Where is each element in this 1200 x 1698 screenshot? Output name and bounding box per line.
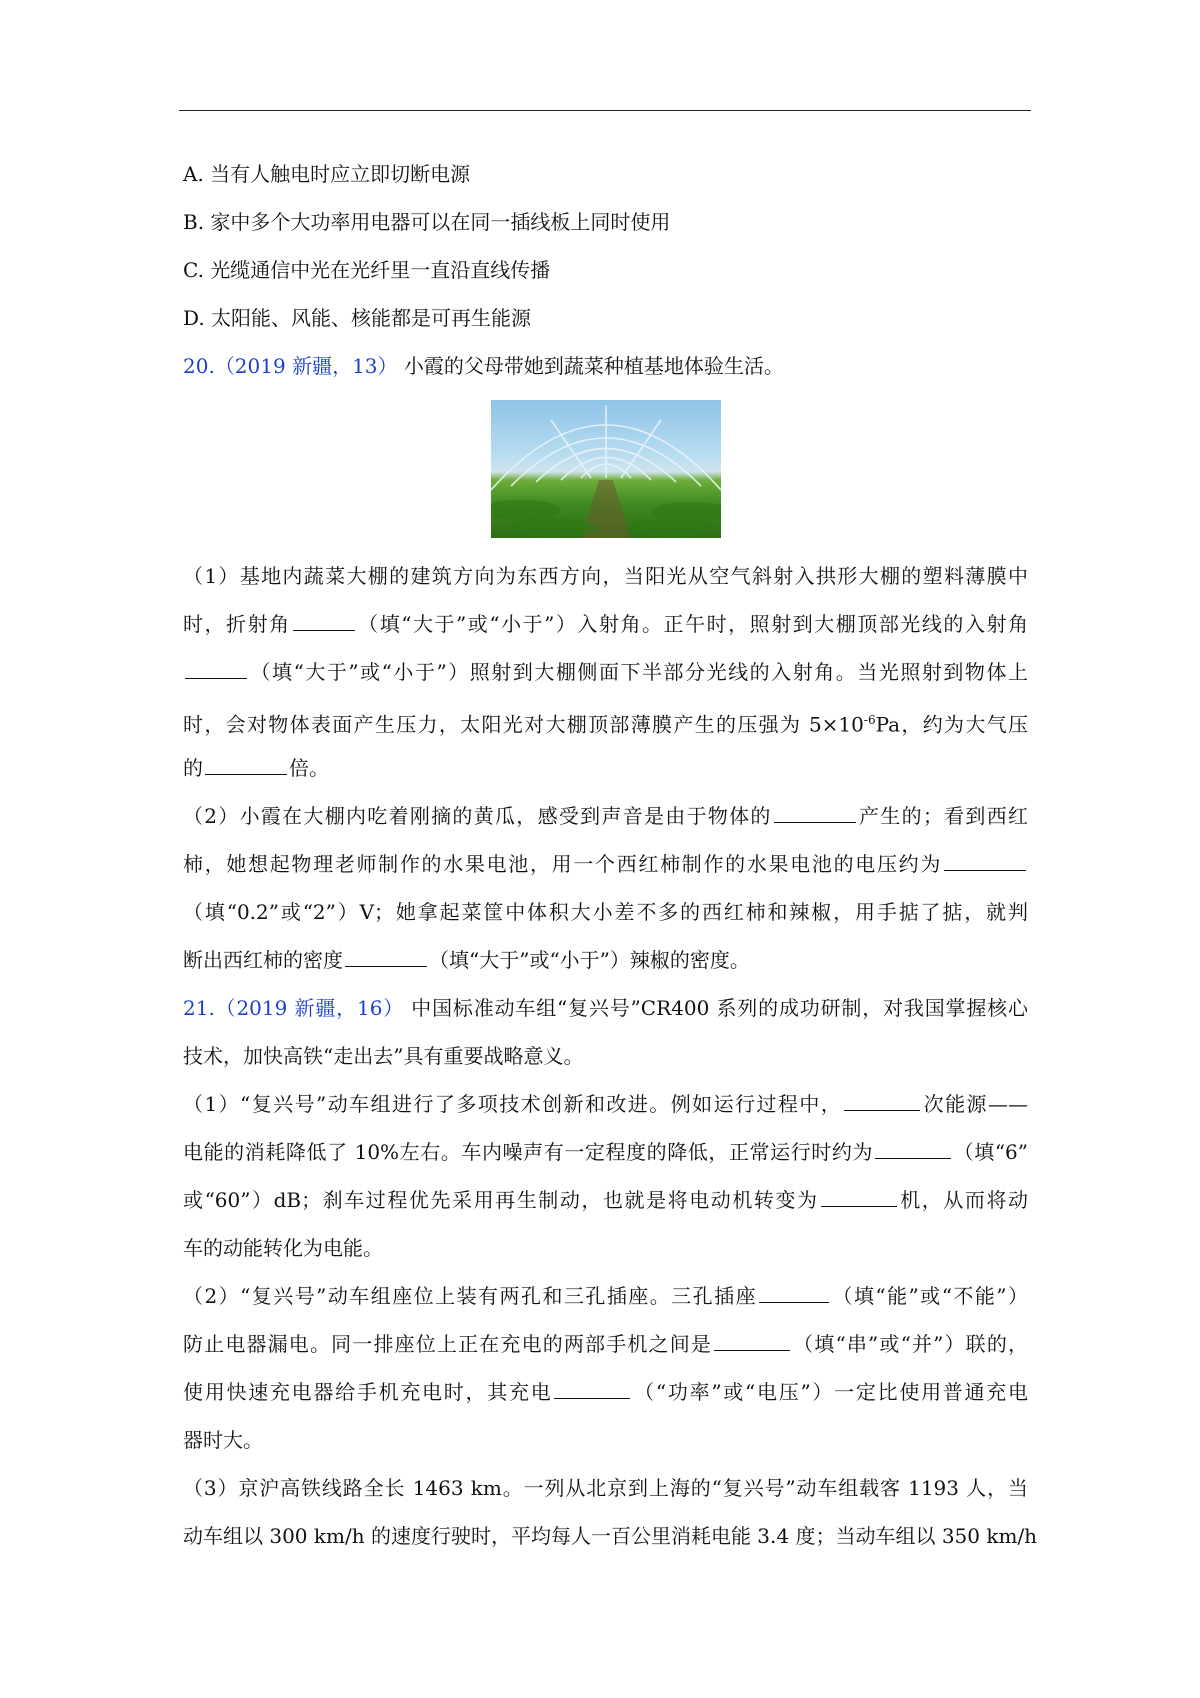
greenhouse-illustration — [491, 400, 721, 538]
text-run: （填“大于”或“小于”）照射到大棚侧面下半部分光线的入射角。当光照射到物体上 — [249, 660, 1028, 684]
answer-blank[interactable] — [293, 612, 355, 631]
answer-blank[interactable] — [185, 660, 247, 679]
option-letter: A. — [183, 162, 204, 186]
text-run: 器时大。 — [183, 1428, 263, 1452]
option-b — [183, 198, 1028, 246]
q21-p2-line3 — [183, 1368, 1028, 1416]
text-run: 使用快速充电器给手机充电时，其充电 — [183, 1380, 553, 1404]
question-number: 21. — [183, 996, 215, 1020]
q20-p1-line4 — [183, 696, 1028, 744]
text-run: （填“能”或“不能”） — [831, 1284, 1028, 1308]
text-run: （填“大于”或“小于”）入射角。正午时，照射到大棚顶部光线的入射角 — [356, 612, 1029, 636]
q21-p1-line4 — [183, 1224, 1028, 1272]
option-letter: C. — [183, 258, 204, 282]
option-a — [183, 150, 1028, 198]
q21-p3-line2 — [183, 1512, 1038, 1560]
greenhouse-photo — [491, 400, 721, 538]
q20-p1-line3 — [183, 648, 1028, 696]
question-stem: 技术，加快高铁“走出去”具有重要战略意义。 — [183, 1044, 584, 1068]
text-run: 电能的消耗降低了 10%左右。车内噪声有一定程度的降低，正常运行时约为 — [183, 1140, 874, 1164]
question-20-stem — [183, 342, 1028, 390]
q20-p1-line5 — [183, 744, 1028, 792]
answer-blank[interactable] — [821, 1188, 897, 1207]
text-run: 的 — [183, 756, 203, 780]
q21-p1-line2 — [183, 1128, 1028, 1176]
q21-p2-line1 — [183, 1272, 1028, 1320]
answer-blank[interactable] — [759, 1284, 829, 1303]
text-run: 柿，她想起物理老师制作的水果电池，用一个西红柿制作的水果电池的电压约为 — [183, 852, 942, 876]
text-run: 机，从而将动 — [898, 1188, 1029, 1212]
text-run: Pa，约为大气压 — [875, 712, 1028, 737]
text-run: （2）小霞在大棚内吃着刚摘的黄瓜，感受到声音是由于物体的 — [183, 804, 772, 828]
answer-blank[interactable] — [774, 804, 856, 823]
option-c — [183, 246, 1028, 294]
question-number: 20. — [183, 354, 215, 378]
answer-blank[interactable] — [345, 948, 427, 967]
q21-p2-line4 — [183, 1416, 1028, 1464]
text-run: （3）京沪高铁线路全长 1463 km。一列从北京到上海的“复兴号”动车组载客 1193 人，当 — [183, 1476, 1028, 1500]
q20-p1-line1 — [183, 552, 1028, 600]
text-run: 产生的；看到西红 — [857, 804, 1028, 828]
text-run: 时，会对物体表面产生压力，太阳光对大棚顶部薄膜产生的压强为 5×10 — [183, 712, 864, 737]
text-run: （“功率”或“电压”）一定比使用普通充电 — [632, 1380, 1028, 1404]
option-letter: D. — [183, 306, 205, 330]
answer-blank[interactable] — [205, 756, 287, 775]
q20-p2-line3 — [183, 888, 1028, 936]
text-run: 次能源—— — [922, 1092, 1028, 1116]
q20-p2-line2 — [183, 840, 1028, 888]
question-source: （2019 新疆，13） — [214, 354, 398, 378]
question-stem: 中国标准动车组“复兴号”CR400 系列的成功研制，对我国掌握核心 — [411, 996, 1028, 1020]
option-text: 家中多个大功率用电器可以在同一插线板上同时使用 — [210, 210, 671, 234]
q21-p3-line1 — [183, 1464, 1028, 1512]
answer-blank[interactable] — [875, 1140, 951, 1159]
text-run: 动车组以 300 km/h 的速度行驶时，平均每人一百公里消耗电能 3.4 度；当动车组以 350 km/h — [183, 1524, 1038, 1548]
q20-p1-line2 — [183, 600, 1028, 648]
answer-blank[interactable] — [944, 852, 1026, 871]
document-body — [183, 150, 1038, 1560]
text-run: 时，折射角 — [183, 612, 291, 636]
text-run: （填“0.2”或“2”）V；她拿起菜筐中体积大小差不多的西红柿和辣椒，用手掂了掂，就判 — [183, 900, 1028, 924]
text-run: （填“6” — [953, 1140, 1028, 1164]
option-letter: B. — [183, 210, 205, 234]
text-run: 倍。 — [289, 756, 329, 780]
option-text: 光缆通信中光在光纤里一直沿直线传播 — [210, 258, 551, 282]
q21-p1-line1 — [183, 1080, 1028, 1128]
exponent: -6 — [863, 713, 876, 727]
option-text: 当有人触电时应立即切断电源 — [210, 162, 471, 186]
text-run: 车的动能转化为电能。 — [183, 1236, 383, 1260]
q20-p2-line4 — [183, 936, 1028, 984]
answer-blank[interactable] — [844, 1092, 920, 1111]
header-rule — [179, 110, 1031, 111]
text-run: （1）基地内蔬菜大棚的建筑方向为东西方向，当阳光从空气斜射入拱形大棚的塑料薄膜中 — [183, 564, 1028, 588]
text-run: （1）“复兴号”动车组进行了多项技术创新和改进。例如运行过程中， — [183, 1092, 843, 1116]
text-run: （填“串”或“并”）联的， — [792, 1332, 1028, 1356]
q20-p2-line1 — [183, 792, 1028, 840]
answer-blank[interactable] — [554, 1380, 630, 1399]
question-21-stem-cont — [183, 1032, 1028, 1080]
question-21-stem — [183, 984, 1028, 1032]
question-source: （2019 新疆，16） — [214, 996, 405, 1020]
text-run: （2）“复兴号”动车组座位上装有两孔和三孔插座。三孔插座 — [183, 1284, 758, 1308]
answer-blank[interactable] — [714, 1332, 790, 1351]
option-text: 太阳能、风能、核能都是可再生能源 — [211, 306, 532, 330]
text-run: 断出西红柿的密度 — [183, 948, 343, 972]
text-run: 或“60”）dB；刹车过程优先采用再生制动，也就是将电动机转变为 — [183, 1188, 819, 1212]
text-run: （填“大于”或“小于”）辣椒的密度。 — [429, 948, 750, 972]
question-stem: 小霞的父母带她到蔬菜种植基地体验生活。 — [403, 354, 784, 378]
option-d — [183, 294, 1028, 342]
text-run: 防止电器漏电。同一排座位上正在充电的两部手机之间是 — [183, 1332, 713, 1356]
q21-p1-line3 — [183, 1176, 1028, 1224]
q21-p2-line2 — [183, 1320, 1028, 1368]
